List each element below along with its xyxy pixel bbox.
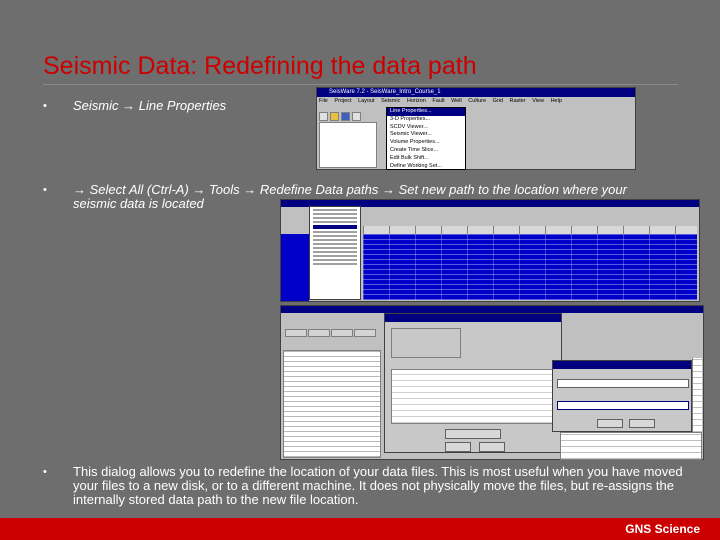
menu-view[interactable]: View: [532, 98, 545, 104]
menu-raster[interactable]: Raster: [509, 98, 526, 104]
tab-strip: [285, 324, 377, 332]
tools-menu-item[interactable]: [313, 217, 357, 219]
tools-menu-item[interactable]: [313, 263, 357, 265]
dialog-title-bar: [385, 314, 561, 322]
bullet-marker-1: •: [43, 100, 47, 112]
tools-menu-item-redefine-data-paths[interactable]: [313, 225, 357, 229]
bullet-text-3: This dialog allows you to redefine the location of your data files. This is most useful when you have moved your files to a new disk, or to a different machine. It does not physically move the files, but re-assigns the internally stored data path to the new file location.: [73, 464, 683, 507]
old-path-field[interactable]: [557, 379, 689, 388]
menu-culture[interactable]: Culture: [468, 98, 487, 104]
ok-button[interactable]: [445, 442, 471, 452]
tools-menu-item[interactable]: [313, 251, 357, 253]
menu-item-seismic-viewer[interactable]: Seismic Viewer...: [390, 131, 432, 138]
background-grid: [560, 432, 702, 460]
bullet-marker-2: •: [43, 184, 47, 196]
footer-brand: GNS Science: [625, 522, 700, 536]
tools-menu-item[interactable]: [313, 235, 357, 237]
line-list-column: [281, 234, 309, 301]
menu-item-line-properties[interactable]: Line Properties...: [387, 108, 465, 116]
menu-item-volume-properties[interactable]: Volume Properties...: [390, 139, 440, 146]
menu-file[interactable]: File: [319, 98, 328, 104]
tab[interactable]: [354, 329, 376, 337]
tools-context-menu: [309, 206, 361, 300]
tab[interactable]: [331, 329, 353, 337]
tools-menu-item[interactable]: [313, 239, 357, 241]
dialog-title-bar: [553, 361, 691, 369]
print-icon[interactable]: [352, 112, 361, 121]
set-path-button[interactable]: [445, 429, 501, 439]
column-header: [363, 226, 697, 234]
cancel-button[interactable]: [479, 442, 505, 452]
tools-menu-item[interactable]: [313, 259, 357, 261]
bullet-marker-3: •: [43, 466, 47, 478]
menu-item-scdv-viewer[interactable]: SCDV Viewer...: [390, 123, 428, 130]
tools-menu-item[interactable]: [313, 255, 357, 257]
menu-layout[interactable]: Layout: [358, 98, 375, 104]
tab[interactable]: [308, 329, 330, 337]
menu-item-define-working-set[interactable]: Define Working Set...: [390, 162, 442, 169]
menu-fault[interactable]: Fault: [432, 98, 445, 104]
menu-project[interactable]: Project: [334, 98, 352, 104]
data-grid[interactable]: [363, 234, 697, 300]
title-rule: [43, 84, 678, 85]
new-icon[interactable]: [319, 112, 328, 121]
menu-seismic[interactable]: Seismic: [381, 98, 401, 104]
menu-horizon[interactable]: Horizon: [406, 98, 426, 104]
tools-menu-item[interactable]: [313, 247, 357, 249]
save-icon[interactable]: [341, 112, 350, 121]
project-tree-panel: [319, 122, 377, 168]
apply-to-group: [391, 328, 461, 358]
menu-well[interactable]: Well: [451, 98, 462, 104]
line-name-list[interactable]: [283, 350, 381, 458]
new-path-field[interactable]: [557, 401, 689, 410]
results-table: [391, 369, 557, 424]
open-folder-icon[interactable]: [330, 112, 339, 121]
menu-item-create-time-slice[interactable]: Create Time Slice...: [390, 146, 438, 153]
bullet-text-2: → Select All (Ctrl-A) → Tools → Redefine Data paths → Set new path to the location where your seismic data is located: [73, 182, 627, 211]
line-properties-screenshot: [280, 199, 700, 302]
ok-button[interactable]: [597, 419, 623, 428]
menu-screenshot: [316, 87, 636, 170]
window-title-bar: [281, 306, 703, 313]
menu-item-3d-properties[interactable]: 3-D Properties...: [390, 115, 431, 122]
footer-bar: [0, 518, 720, 540]
menu-item-edit-bulk-shift[interactable]: Edit Bulk Shift...: [390, 154, 429, 161]
toolbar: [319, 108, 385, 120]
tools-menu-item[interactable]: [313, 221, 357, 223]
menu-grid[interactable]: Grid: [492, 98, 503, 104]
tools-menu-item[interactable]: [313, 209, 357, 211]
new-path-dialog: [552, 360, 692, 432]
tools-menu-item[interactable]: [313, 213, 357, 215]
slide-title: Seismic Data: Redefining the data path: [43, 52, 477, 80]
menubar: [317, 97, 635, 106]
bullet-text-1: Seismic → Line Properties: [73, 98, 227, 113]
background-grid-edge: [692, 358, 702, 432]
window-title-bar: SeisWare 7.2 - SeisWare_Intro_Course_1: [317, 88, 635, 97]
tools-menu-item[interactable]: [313, 231, 357, 233]
seismic-dropdown-menu: [386, 107, 466, 170]
tools-menu-item[interactable]: [313, 243, 357, 245]
redefine-data-paths-dialog: [384, 313, 562, 453]
tab[interactable]: [285, 329, 307, 337]
cancel-button[interactable]: [629, 419, 655, 428]
menu-help[interactable]: Help: [550, 98, 562, 104]
